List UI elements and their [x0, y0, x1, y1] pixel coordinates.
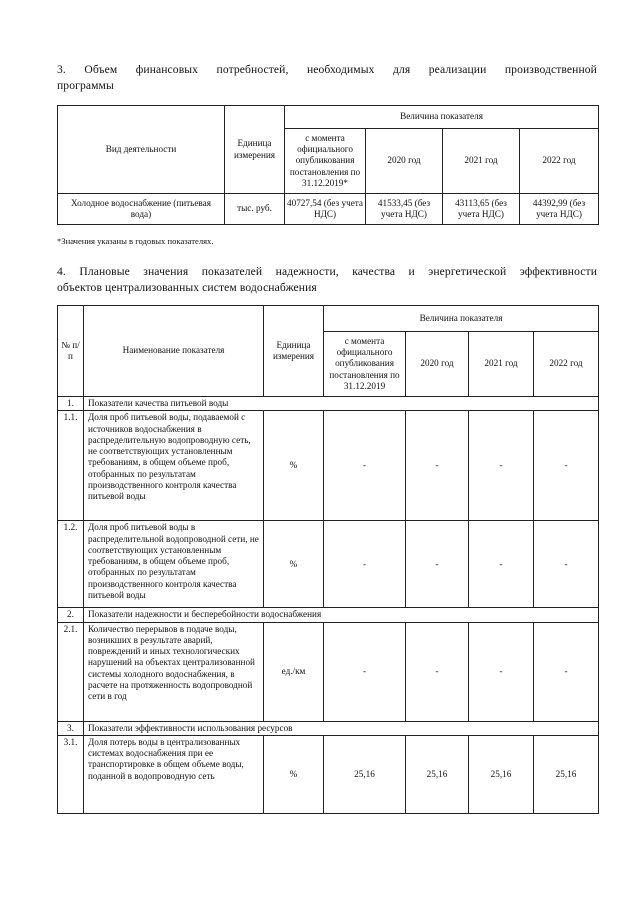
- col-header-unit: Единица измерения: [225, 106, 285, 194]
- value-2022: 25,16: [534, 735, 599, 813]
- value-since: -: [324, 521, 406, 608]
- value-2022: -: [534, 411, 599, 521]
- value-2021: -: [469, 622, 534, 721]
- cell-2020: 41533,45 (без учета НДС): [366, 194, 443, 225]
- table-row: [58, 622, 599, 721]
- value-since: -: [324, 411, 406, 521]
- col-header-since: с момента официального опубликования постановления по 31.12.2019: [324, 332, 406, 397]
- col-header-2021: 2021 год: [469, 332, 534, 397]
- footnote: *Значения указаны в годовых показателях.: [57, 236, 214, 246]
- indicator-unit: %: [264, 735, 324, 813]
- indicators-table: [57, 305, 599, 814]
- financial-needs-table: [57, 105, 599, 225]
- value-2021: 25,16: [469, 735, 534, 813]
- col-header-since: с момента официального опубликования постановления по 31.12.2019*: [285, 129, 366, 194]
- group-row: [58, 721, 599, 735]
- section3-title: [57, 62, 597, 94]
- col-header-name: Наименование показателя: [84, 306, 264, 397]
- cell-2021: 43113,65 (без учета НДС): [443, 194, 520, 225]
- value-2021: -: [469, 411, 534, 521]
- col-header-2022: 2022 год: [534, 332, 599, 397]
- indicator-name: Количество перерывов в подаче воды, возникших в результате аварий, повреждений и иных технологических нарушений на объектах централизованной системы холодного водоснабжения, в расчете на протяженность водопроводной сети в год: [84, 622, 264, 721]
- cell-unit: тыс. руб.: [225, 194, 285, 225]
- col-header-2020: 2020 год: [366, 129, 443, 194]
- cell-activity: Холодное водоснабжение (питьевая вода): [58, 194, 225, 225]
- value-2020: -: [406, 622, 469, 721]
- row-num: 1.2.: [58, 521, 84, 608]
- value-since: 25,16: [324, 735, 406, 813]
- col-header-num: № п/п: [58, 306, 84, 397]
- table-row: [58, 521, 599, 608]
- col-header-2020: 2020 год: [406, 332, 469, 397]
- value-2021: -: [469, 521, 534, 608]
- indicator-unit: ед./км: [264, 622, 324, 721]
- section3-title-line1: 3. Объем финансовых потребностей, необходимых для реализации производственной: [57, 63, 597, 76]
- group-row: [58, 397, 599, 411]
- col-header-2021: 2021 год: [443, 129, 520, 194]
- group-row: [58, 608, 599, 622]
- cell-since: 40727,54 (без учета НДС): [285, 194, 366, 225]
- indicator-unit: %: [264, 411, 324, 521]
- group-num: 3.: [58, 721, 84, 735]
- indicator-unit: %: [264, 521, 324, 608]
- value-2020: -: [406, 521, 469, 608]
- value-since: -: [324, 622, 406, 721]
- indicator-name: Доля проб питьевой воды, подаваемой с источников водоснабжения в распределительную водопроводную сеть, не соответствующих установленным требованиям, в общем объеме проб, отобранных по результатам производственного контроля качества питьевой воды: [84, 411, 264, 521]
- group-title: Показатели надежности и бесперебойности водоснабжения: [84, 608, 599, 622]
- section3-title-line2: программы: [57, 79, 114, 92]
- row-num: 3.1.: [58, 735, 84, 813]
- section4-title-line2: объектов централизованных систем водоснабжения: [57, 281, 317, 294]
- table-row: [58, 735, 599, 813]
- indicator-name: Доля проб питьевой воды в распределительной водопроводной сети, не соответствующих установленным требованиям, в общем объеме проб, отобранных по результатам производственного контроля качества питьевой воды: [84, 521, 264, 608]
- table-row: [58, 411, 599, 521]
- value-2020: 25,16: [406, 735, 469, 813]
- col-header-2022: 2022 год: [520, 129, 599, 194]
- group-num: 2.: [58, 608, 84, 622]
- value-2022: -: [534, 521, 599, 608]
- group-title: Показатели качества питьевой воды: [84, 397, 599, 411]
- col-header-value-group: Величина показателя: [285, 106, 599, 129]
- value-2022: -: [534, 622, 599, 721]
- table-row: [58, 194, 599, 225]
- col-header-activity: Вид деятельности: [58, 106, 225, 194]
- col-header-unit: Единица измерения: [264, 306, 324, 397]
- group-title: Показатели эффективности использования ресурсов: [84, 721, 599, 735]
- cell-2022: 44392,99 (без учета НДС): [520, 194, 599, 225]
- row-num: 1.1.: [58, 411, 84, 521]
- col-header-value-group: Величина показателя: [324, 306, 599, 332]
- row-num: 2.1.: [58, 622, 84, 721]
- section4-title: [57, 264, 597, 296]
- section4-title-line1: 4. Плановые значения показателей надежности, качества и энергетической эффективности: [57, 265, 597, 278]
- value-2020: -: [406, 411, 469, 521]
- indicator-name: Доля потерь воды в централизованных системах водоснабжения при ее транспортировке в общем объеме воды, поданной в водопроводную сеть: [84, 735, 264, 813]
- group-num: 1.: [58, 397, 84, 411]
